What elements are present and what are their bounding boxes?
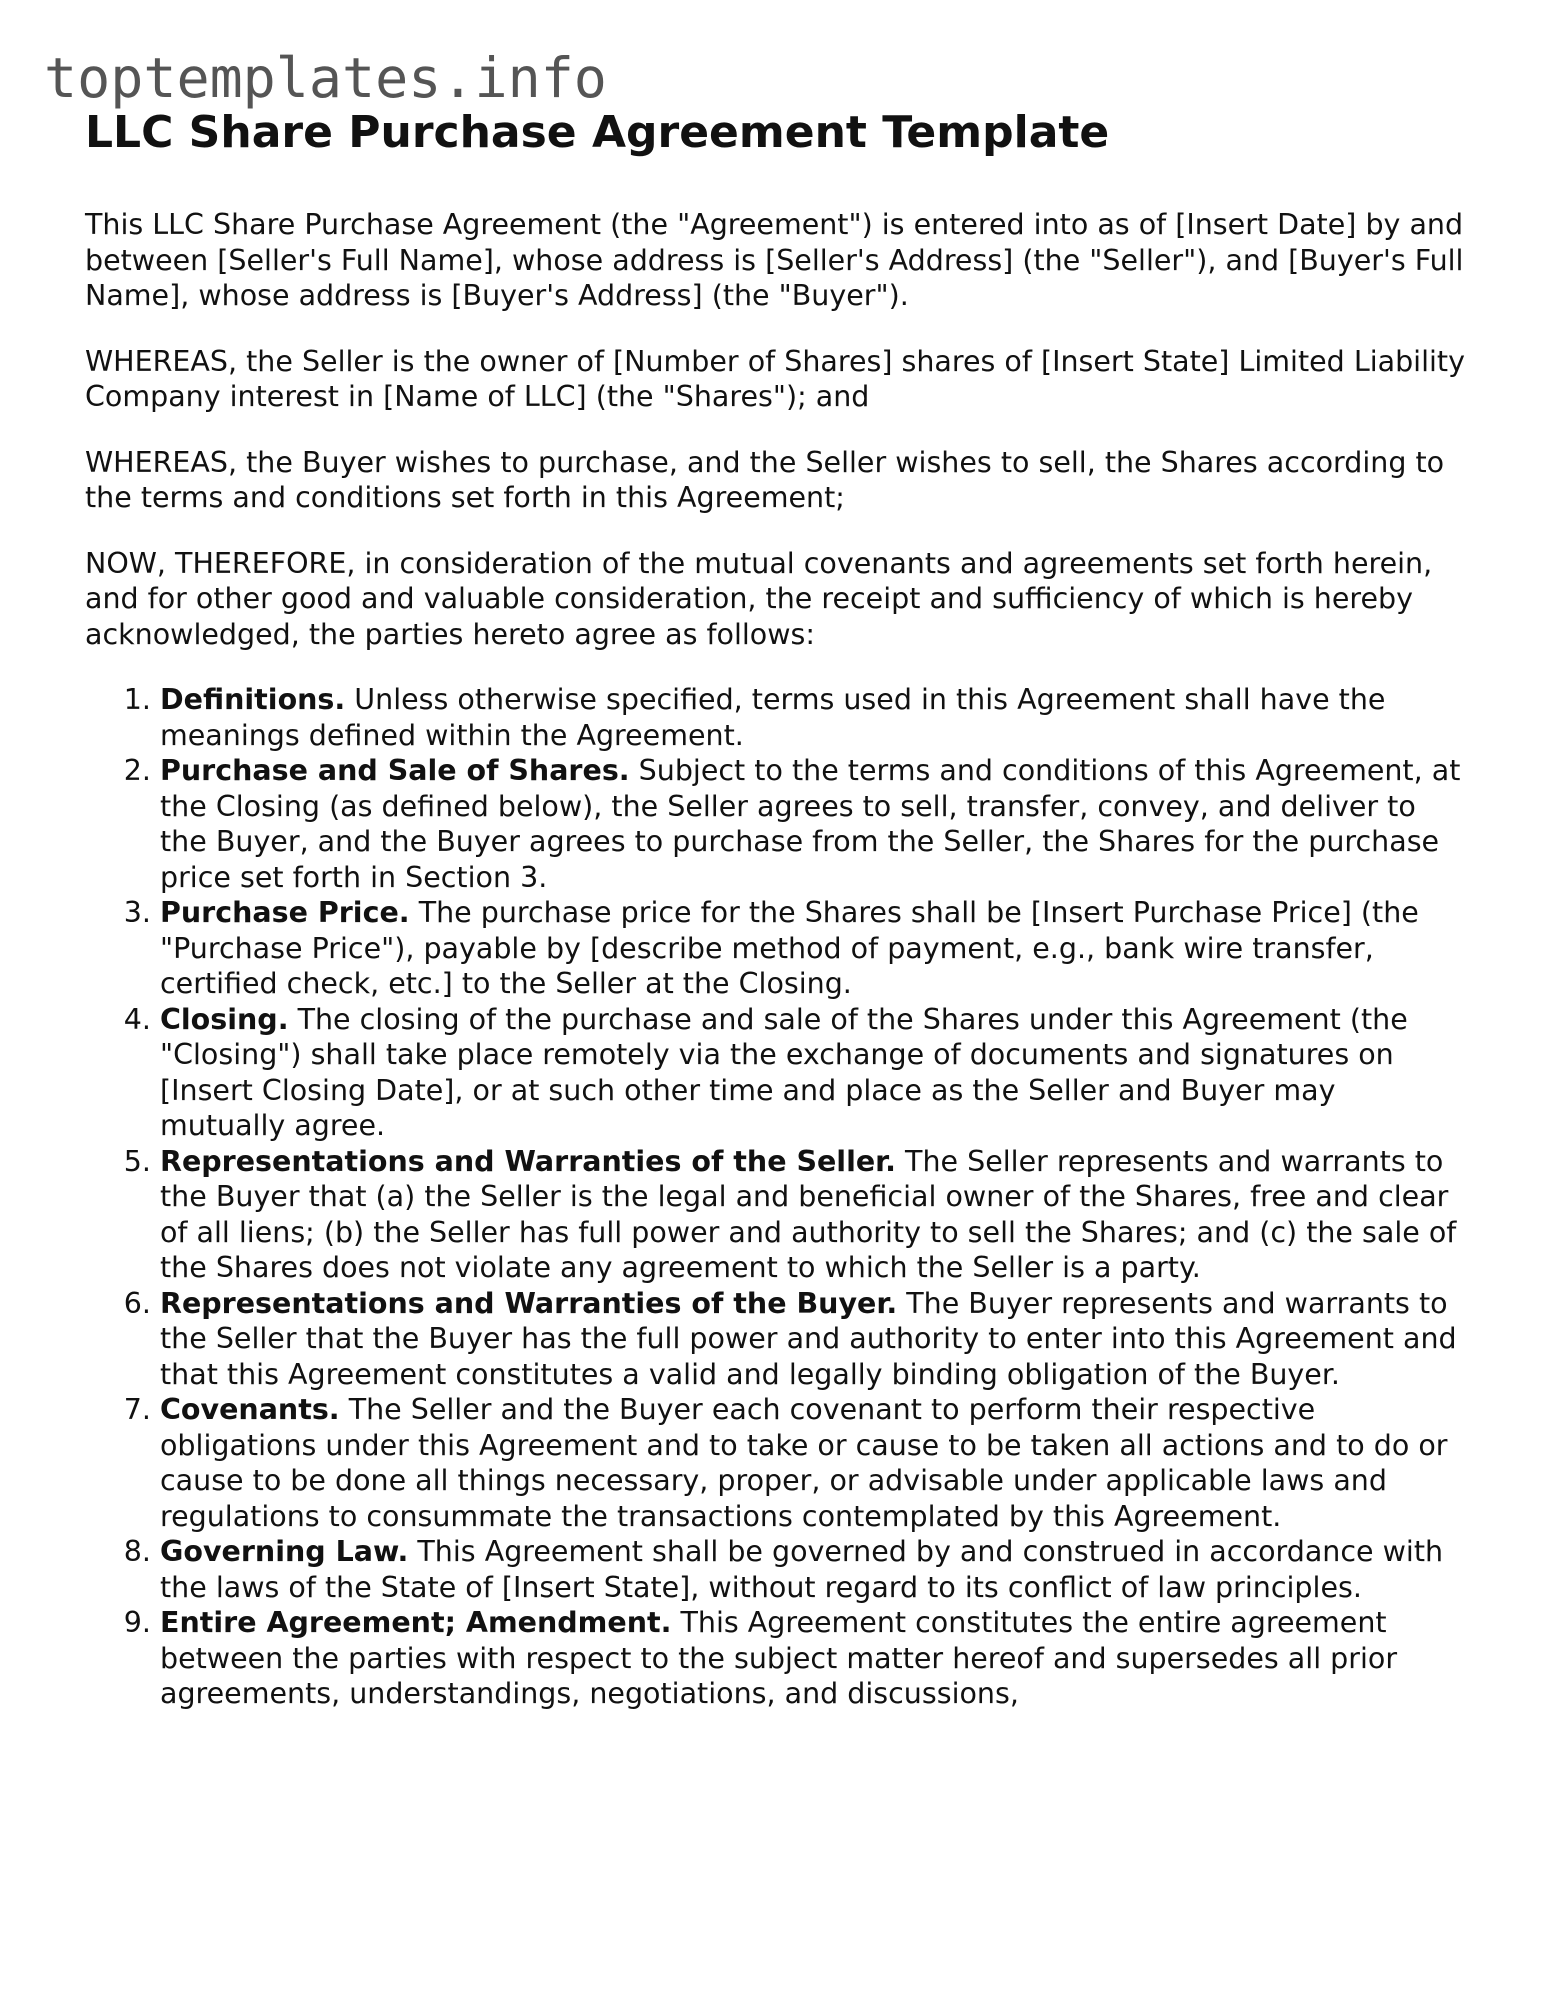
section-heading: Representations and Warranties of the Buyer. (160, 1286, 898, 1320)
section-heading: Entire Agreement; Amendment. (160, 1606, 672, 1639)
section-item (160, 1534, 1465, 1605)
section-item (160, 682, 1465, 753)
section-text: Subject to the terms and conditions of this Agreement, at the Closing (as defined below), the Seller agrees to sell, transfer, convey, and deliver to the Buyer, and the Buyer agrees to purchase from the Seller, the Shares for the purchase price set forth in Section 3. (160, 754, 1461, 894)
section-heading: Purchase and Sale of Shares. (160, 754, 630, 787)
section-item (160, 1605, 1465, 1712)
now-therefore-paragraph: NOW, THEREFORE, in consideration of the mutual covenants and agreements set forth herein, and for other good and valuable consideration, the receipt and sufficiency of which is hereby acknowledged, the parties hereto agree as follows: (85, 546, 1433, 651)
section-item (160, 753, 1465, 895)
section-item (160, 895, 1465, 1002)
section-heading: Definitions. (160, 683, 346, 716)
section-text: This Agreement constitutes the entire agreement between the parties with respect to the subject matter hereof and supersedes all prior agreements, understandings, negotiations, and discussions, (160, 1606, 1398, 1710)
section-text: Unless otherwise specified, terms used in this Agreement shall have the meanings defined within the Agreement. (160, 683, 1386, 752)
document-page (85, 104, 1465, 1712)
section-item (160, 1002, 1465, 1144)
intro-paragraph: This LLC Share Purchase Agreement (the "Agreement") is entered into as of [Insert Date] by and between [Seller's Full Name], whose address is [Seller's Address] (the "Seller"), and [Buyer's Full Name], whose address is [Buyer's Address] (the "Buyer"). (85, 208, 1464, 312)
sections-list (85, 682, 1465, 1712)
section-text: The Seller and the Buyer each covenant to perform their respective obligations under this Agreement and to take or cause to be taken all actions and to do or cause to be done all things necessary, proper, or advisable under applicable laws and regulations to consummate the transactions contemplated by this Agreement. (160, 1393, 1448, 1533)
section-text: The Seller represents and warrants to the Buyer that (a) the Seller is the legal and beneficial owner of the Shares, free and clear of all liens; (b) the Seller has full power and authority to sell the Shares; and (c) the sale of the Shares does not violate any agreement to which the Seller is a party. (160, 1144, 1457, 1284)
section-heading: Closing. (160, 1002, 289, 1036)
section-text: The Buyer represents and warrants to the Seller that the Buyer has the full power and authority to enter into this Agreement and that this Agreement constitutes a valid and legally binding obligation of the Buyer. (160, 1286, 1457, 1391)
section-text: This Agreement shall be governed by and construed in accordance with the laws of the State of [Insert State], without regard to its conflict of law principles. (160, 1535, 1444, 1604)
section-heading: Representations and Warranties of the Seller. (160, 1144, 896, 1178)
section-item (160, 1392, 1465, 1534)
section-text: The purchase price for the Shares shall be [Insert Purchase Price] (the "Purchase Price"), payable by [describe method of payment, e.g., bank wire transfer, certified check, etc.] to the Seller at the Closing. (160, 896, 1419, 1000)
whereas-owner-paragraph: WHEREAS, the Seller is the owner of [Number of Shares] shares of [Insert State] Limited Liability Company interest in [Name of LLC] (the "Shares"); and (85, 344, 1465, 413)
watermark-text: toptemplates.info (44, 46, 607, 110)
section-item (160, 1144, 1465, 1286)
section-item (160, 1286, 1465, 1393)
section-heading: Governing Law. (160, 1535, 409, 1568)
document-title: LLC Share Purchase Agreement Template (85, 107, 1110, 158)
section-heading: Purchase Price. (160, 896, 410, 929)
section-heading: Covenants. (160, 1393, 340, 1426)
section-text: The closing of the purchase and sale of the Shares under this Agreement (the "Closing") shall take place remotely via the exchange of documents and signatures on [Insert Closing Date], or at such other time and place as the Seller and Buyer may mutually agree. (160, 1002, 1408, 1142)
whereas-purchase-paragraph: WHEREAS, the Buyer wishes to purchase, and the Seller wishes to sell, the Shares according to the terms and conditions set forth in this Agreement; (85, 445, 1445, 514)
